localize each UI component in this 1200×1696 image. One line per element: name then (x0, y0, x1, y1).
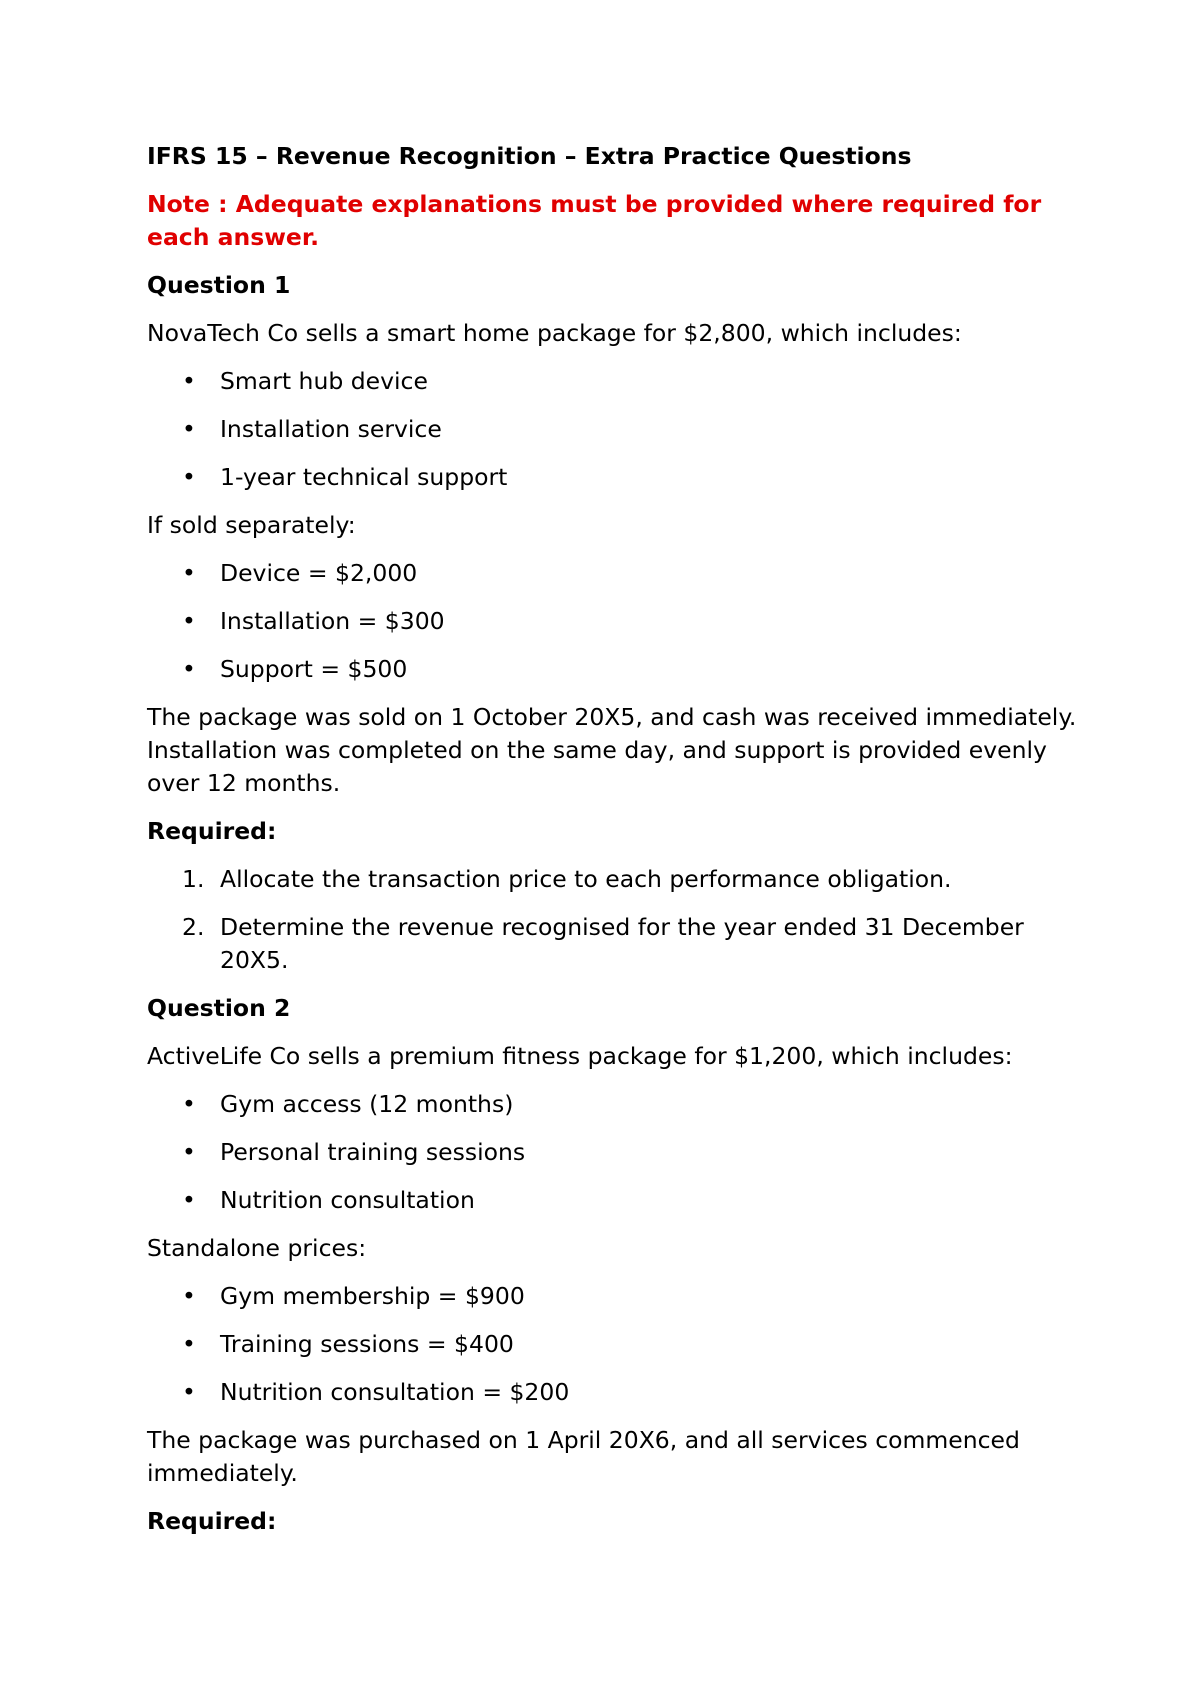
list-item (147, 1088, 1087, 1121)
list-item (147, 911, 1087, 977)
bullet-icon: • (182, 367, 196, 395)
list-number: 2. (182, 913, 205, 941)
list-item (147, 461, 1087, 494)
list-item (147, 1328, 1087, 1361)
list-item-text: 1-year technical support (220, 463, 508, 491)
list-item-text: Device = $2,000 (220, 559, 418, 587)
question-1-required-label: Required: (147, 817, 277, 845)
question-1-prices-list (147, 557, 1087, 686)
list-item (147, 557, 1087, 590)
question-1-separate-label: If sold separately: (147, 511, 356, 539)
question-2-standalone-label: Standalone prices: (147, 1234, 367, 1262)
list-item (147, 413, 1087, 446)
bullet-icon: • (182, 415, 196, 443)
list-number: 1. (182, 865, 205, 893)
question-2-facts: The package was purchased on 1 April 20X6, and all services commenced immediately. (147, 1426, 1020, 1487)
bullet-icon: • (182, 559, 196, 587)
list-item-text: Personal training sessions (220, 1138, 526, 1166)
list-item (147, 365, 1087, 398)
document-title: IFRS 15 – Revenue Recognition – Extra Practice Questions (147, 142, 912, 170)
question-1-heading: Question 1 (147, 271, 291, 299)
question-1-requirements-list (147, 863, 1087, 977)
list-item-text: Gym access (12 months) (220, 1090, 514, 1118)
list-item-text: Installation service (220, 415, 442, 443)
question-2-items-list (147, 1088, 1087, 1217)
list-item (147, 1280, 1087, 1313)
question-1-intro: NovaTech Co sells a smart home package for $2,800, which includes: (147, 319, 962, 347)
document-page (147, 140, 1087, 1553)
question-2-required-label: Required: (147, 1507, 277, 1535)
list-item (147, 1376, 1087, 1409)
bullet-icon: • (182, 1282, 196, 1310)
note-text: Note : Adequate explanations must be provided where required for each answer. (147, 190, 1042, 251)
question-2-heading: Question 2 (147, 994, 291, 1022)
question-1-items-list (147, 365, 1087, 494)
list-item (147, 1184, 1087, 1217)
bullet-icon: • (182, 1138, 196, 1166)
bullet-icon: • (182, 463, 196, 491)
bullet-icon: • (182, 1090, 196, 1118)
list-item-text: Determine the revenue recognised for the year ended 31 December 20X5. (220, 913, 1024, 974)
list-item-text: Support = $500 (220, 655, 408, 683)
bullet-icon: • (182, 1378, 196, 1406)
list-item (147, 1136, 1087, 1169)
list-item (147, 863, 1087, 896)
list-item-text: Training sessions = $400 (220, 1330, 514, 1358)
bullet-icon: • (182, 1186, 196, 1214)
list-item-text: Nutrition consultation = $200 (220, 1378, 570, 1406)
list-item-text: Nutrition consultation (220, 1186, 475, 1214)
bullet-icon: • (182, 1330, 196, 1358)
list-item-text: Smart hub device (220, 367, 428, 395)
bullet-icon: • (182, 607, 196, 635)
list-item-text: Gym membership = $900 (220, 1282, 525, 1310)
list-item (147, 653, 1087, 686)
list-item (147, 605, 1087, 638)
question-1-facts: The package was sold on 1 October 20X5, and cash was received immediately. Installation was completed on the same day, and support is provided evenly over 12 months. (147, 703, 1077, 797)
list-item-text: Installation = $300 (220, 607, 445, 635)
question-2-intro: ActiveLife Co sells a premium fitness package for $1,200, which includes: (147, 1042, 1013, 1070)
list-item-text: Allocate the transaction price to each performance obligation. (220, 865, 952, 893)
question-2-prices-list (147, 1280, 1087, 1409)
bullet-icon: • (182, 655, 196, 683)
